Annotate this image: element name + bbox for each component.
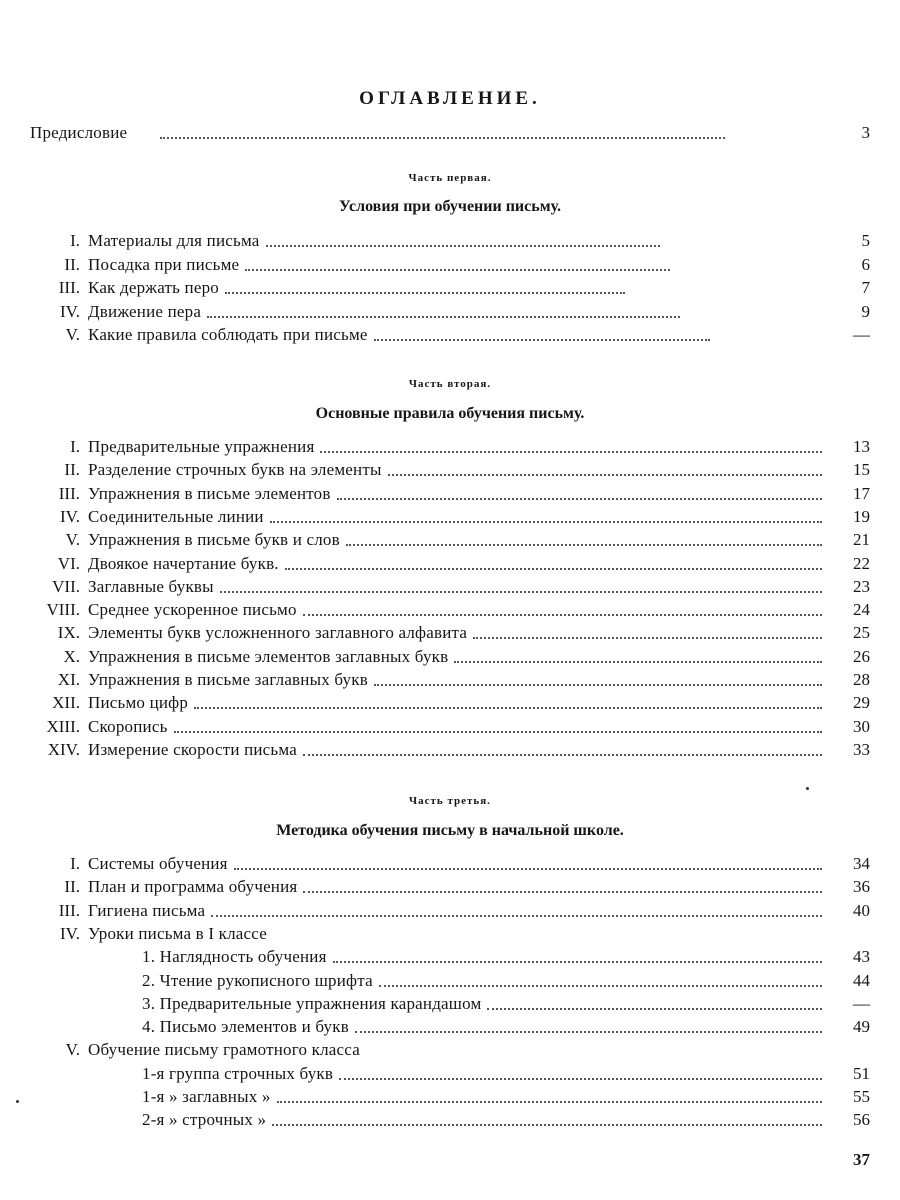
part-label-3: Часть третья. (409, 795, 491, 807)
toc-entry (0, 1016, 900, 1038)
toc-entry (0, 459, 900, 481)
leader-dots (174, 731, 822, 733)
leader-dots (355, 1031, 822, 1033)
leader-dots (270, 521, 822, 523)
toc-entry (0, 506, 900, 528)
entry-text: Обучение письму грамотного класса (88, 1040, 360, 1060)
leader-dots (207, 316, 680, 318)
toc-entry (0, 230, 900, 252)
toc-entry (0, 923, 900, 945)
entry-text: Предварительные упражнения (88, 437, 315, 456)
toc-entry (0, 277, 900, 299)
entry-text: Системы обучения (88, 854, 228, 873)
entry-text: Предисловие (30, 123, 128, 142)
toc-entry (0, 692, 900, 714)
part-label-2: Часть вторая. (408, 378, 492, 390)
leader-dots (473, 637, 822, 639)
entry-number: I. (70, 854, 80, 873)
toc-entry-preface (0, 122, 900, 144)
toc-entry (0, 483, 900, 505)
entry-page: 6 (861, 254, 870, 274)
entry-text: 1-я » заглавных » (142, 1087, 271, 1106)
leader-dots (320, 451, 822, 453)
entry-text: Измерение скорости письма (88, 739, 297, 759)
leader-dots (234, 868, 822, 870)
entry-text: Упражнения в письме заглавных букв (88, 670, 368, 689)
toc-entry (0, 553, 900, 575)
leader-dots (374, 684, 822, 686)
entry-text: Гигиена письма (88, 900, 206, 920)
leader-dots (388, 474, 822, 476)
entry-page: 33 (853, 739, 870, 759)
ink-speck (806, 787, 809, 790)
leader-dots (303, 614, 822, 616)
entry-text: Заглавные буквы (88, 576, 214, 596)
entry-text: 3. Предварительные упражнения карандашом (142, 993, 482, 1013)
entry-text: Письмо цифр (88, 693, 189, 713)
entry-page: 13 (853, 437, 870, 456)
toc-entry (0, 739, 900, 761)
toc-entry (0, 622, 900, 644)
toc-entry (0, 254, 900, 276)
entry-text: План и программа обучения (88, 877, 298, 897)
entry-page: 49 (853, 1017, 870, 1037)
entry-page: 15 (853, 460, 870, 480)
entry-page: 7 (861, 278, 870, 297)
part-title-1: Условия при обучении письму. (338, 198, 561, 215)
entry-page: 19 (853, 506, 870, 526)
entry-page: 34 (853, 854, 870, 873)
entry-text: Посадка при письме (88, 254, 240, 274)
leader-dots (374, 339, 710, 341)
toc-entry (0, 436, 900, 458)
toc-entry (0, 1063, 900, 1085)
leader-dots (277, 1101, 822, 1103)
toc-entry (0, 946, 900, 968)
entry-text: Как держать перо (88, 278, 219, 297)
entry-page: 43 (853, 947, 870, 967)
leader-dots (272, 1124, 822, 1126)
leader-dots (220, 591, 822, 593)
entry-text: Уроки письма в I классе (88, 923, 267, 943)
entry-page: 56 (853, 1110, 870, 1130)
entry-page: 44 (853, 970, 870, 990)
entry-page: 51 (853, 1063, 870, 1083)
entry-text: Среднее ускоренное письмо (88, 600, 297, 620)
entry-text: Упражнения в письме элементов (88, 483, 331, 503)
entry-number: V. (65, 1040, 80, 1060)
entry-page: 28 (853, 670, 870, 689)
toc-entry (0, 1109, 900, 1131)
leader-dots (333, 961, 822, 963)
entry-number: XIII. (46, 716, 80, 736)
entry-number: VII. (52, 576, 80, 596)
entry-text: Какие правила соблюдать при письме (88, 325, 368, 344)
entry-page: 17 (853, 483, 870, 503)
entry-text: Материалы для письма (88, 231, 260, 250)
page-number: 37 (853, 1150, 870, 1169)
entry-page: — (853, 325, 870, 344)
entry-number: III. (58, 900, 80, 920)
toc-entry (0, 576, 900, 598)
entry-number: IV. (60, 506, 80, 526)
leader-dots (303, 891, 822, 893)
toc-entry (0, 853, 900, 875)
entry-text: Движение пера (88, 301, 202, 321)
entry-text: 1-я группа строчных букв (142, 1063, 334, 1083)
entry-page: 26 (853, 646, 870, 666)
toc-entry (0, 301, 900, 323)
entry-page: 9 (861, 301, 870, 321)
entry-page: 23 (853, 576, 870, 596)
leader-dots (245, 269, 670, 271)
entry-number: IV. (60, 923, 80, 943)
entry-number: VI. (57, 553, 80, 573)
leader-dots (346, 544, 822, 546)
entry-number: V. (65, 325, 80, 344)
leader-dots (379, 985, 822, 987)
entry-page: 24 (853, 600, 870, 620)
entry-text: 4. Письмо элементов и букв (142, 1017, 349, 1037)
toc-title: ОГЛАВЛЕНИЕ. (359, 88, 541, 109)
toc-entry (0, 324, 900, 346)
toc-entry (0, 1086, 900, 1108)
entry-number: IV. (60, 301, 80, 321)
toc-entry (0, 599, 900, 621)
toc-entry (0, 716, 900, 738)
part-title-3: Методика обучения письму в начальной школе. (276, 822, 624, 839)
ink-speck (16, 1100, 19, 1103)
entry-number: III. (58, 278, 80, 297)
toc-entry (0, 529, 900, 551)
entry-number: II. (64, 877, 80, 897)
leader-dots (487, 1008, 822, 1010)
entry-number: XII. (52, 693, 80, 713)
entry-number: I. (70, 231, 80, 250)
entry-text: Упражнения в письме букв и слов (88, 530, 340, 550)
toc-entry (0, 646, 900, 668)
leader-dots (454, 661, 822, 663)
toc-entry (0, 970, 900, 992)
entry-number: II. (64, 254, 80, 274)
entry-number: VIII. (46, 600, 80, 620)
part-title-2: Основные правила обучения письму. (315, 405, 585, 422)
entry-page: — (853, 993, 870, 1013)
entry-text: 2. Чтение рукописного шрифта (142, 970, 373, 990)
entry-number: III. (58, 483, 80, 503)
leader-dots (194, 707, 822, 709)
entry-text: Упражнения в письме элементов заглавных букв (88, 646, 449, 666)
entry-page: 22 (853, 553, 870, 573)
entry-number: X. (63, 646, 80, 666)
toc-entry (0, 876, 900, 898)
entry-page: 30 (853, 716, 870, 736)
entry-number: I. (70, 437, 80, 456)
entry-number: V. (65, 530, 80, 550)
entry-text: Скоропись (88, 716, 168, 736)
entry-number: XIV. (47, 739, 80, 759)
entry-text: 1. Наглядность обучения (142, 947, 327, 967)
entry-page: 40 (853, 900, 870, 920)
leader-dots (337, 498, 822, 500)
entry-number: II. (64, 460, 80, 480)
leader-dots (266, 245, 660, 247)
entry-text: Разделение строчных букв на элементы (88, 460, 382, 480)
toc-entry (0, 993, 900, 1015)
entry-page: 36 (853, 877, 870, 897)
entry-page: 5 (861, 231, 870, 250)
toc-entry (0, 669, 900, 691)
entry-page: 3 (861, 123, 870, 142)
leader-dots (211, 915, 822, 917)
entry-number: IX. (57, 623, 80, 643)
entry-text: 2-я » строчных » (142, 1110, 267, 1130)
entry-text: Двоякое начертание букв. (88, 553, 279, 573)
entry-page: 21 (853, 530, 870, 550)
leader-dots (303, 754, 822, 756)
entry-text: Элементы букв усложненного заглавного алфавита (88, 623, 468, 643)
entry-page: 55 (853, 1087, 870, 1106)
entry-page: 25 (853, 623, 870, 643)
leader-dots (225, 292, 625, 294)
part-label-1: Часть первая. (408, 172, 492, 184)
leader-dots (285, 568, 822, 570)
entry-number: XI. (57, 670, 80, 689)
entry-page: 29 (853, 693, 870, 713)
leader-dots (160, 137, 725, 139)
entry-text: Соединительные линии (88, 506, 264, 526)
leader-dots (339, 1078, 822, 1080)
toc-entry (0, 1039, 900, 1061)
toc-entry (0, 900, 900, 922)
